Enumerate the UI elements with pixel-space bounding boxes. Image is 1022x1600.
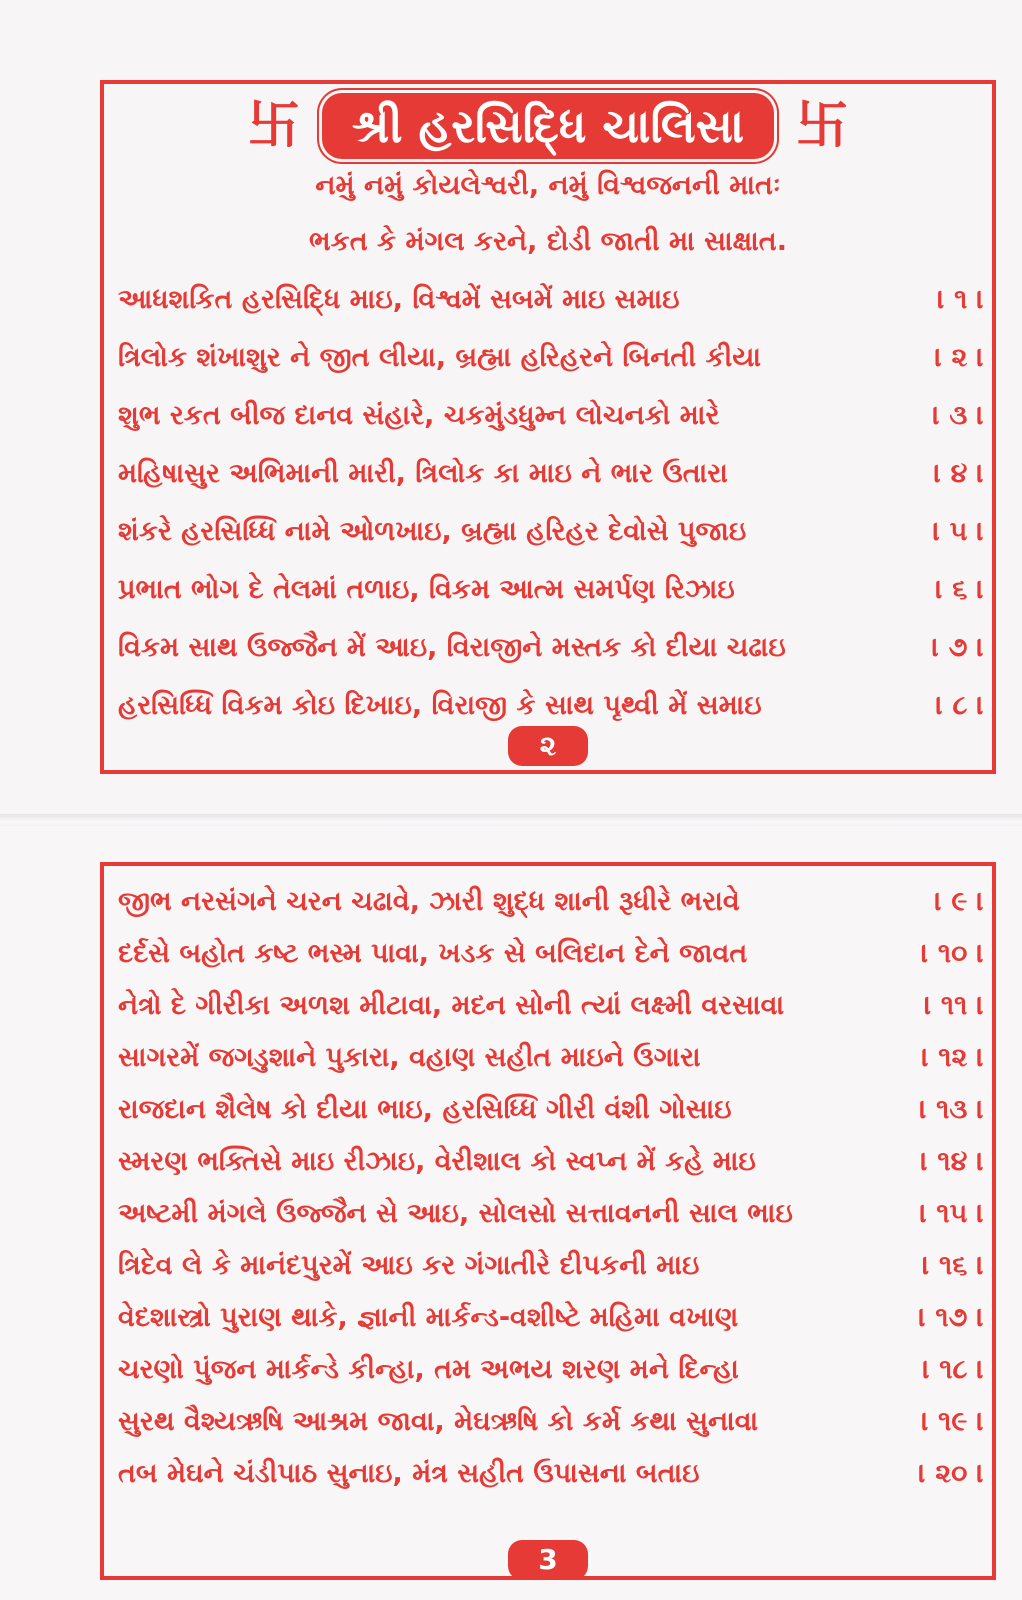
verse-text: તબ મેઘને ચંડીપાઠ સુનાઇ, મંત્ર સહીત ઉપાસના બતાઇ	[118, 1458, 700, 1489]
verse-text: ત્રિલોક શંખાશુર ને જીત લીયા, બ્રહ્મા હરિહરને બિનતી કીયા	[118, 342, 761, 373]
verse-number: । ૧૫ ।	[919, 1198, 984, 1229]
verse-number: । ૧૩ ।	[919, 1094, 984, 1125]
verse-number: । ૧૭ ।	[918, 1302, 984, 1333]
verse-text: રાજદાન શૈલેષ કો દીયા ભાઇ, હરસિધ્ધિ ગીરી વંશી ગોસાઇ	[118, 1094, 732, 1125]
verse-number: । ૧૦ ।	[921, 938, 984, 969]
verse-number: । ૧૪ ।	[920, 1146, 984, 1177]
verse-text: ત્રિદેવ લે કે માનંદપુરમેં આઇ કર ગંગાતીરે દીપકની માઇ	[118, 1250, 700, 1281]
page-number-badge: ૨	[508, 726, 588, 766]
verse-number: । ૬ ।	[935, 574, 984, 605]
top-page-frame	[100, 80, 996, 774]
verse-number: । ૧૨ ।	[921, 1042, 984, 1073]
verse-number: । ૧૯ ।	[921, 1406, 984, 1437]
verse-text: આધશકિત હરસિદ્ધિ માઇ, વિશ્વમેં સબમેં માઇ સમાઇ	[118, 284, 680, 315]
verse-text: સુરથ વૈશ્યઋષિ આશ્રમ જાવા, મેઘઋષિ કો કર્મ કથા સુનાવા	[118, 1406, 759, 1437]
title-row	[104, 90, 992, 162]
verse-number: । ૧૧ ।	[924, 990, 984, 1021]
page-number-badge: 3	[508, 1540, 588, 1580]
verse-line	[118, 886, 984, 918]
verse-text: પ્રભાત ભોગ દે તેલમાં તળાઇ, વિકમ આત્મ સમર્પણ રિઝાઇ	[118, 574, 735, 605]
verse-line	[118, 1458, 984, 1490]
verse-number: । ૧૮ ।	[922, 1354, 984, 1385]
bottom-page-frame	[100, 862, 996, 1580]
opening-couplet-line-1: નમું નમું કોયલેશ્વરી, નમું વિશ્વજનની માતઃ	[315, 170, 781, 201]
verse-line	[118, 1146, 984, 1178]
verse-line	[118, 1406, 984, 1438]
verse-text: અષ્ટમી મંગલે ઉજ્જૈન સે આઇ, સોલસો સત્તાવનની સાલ ભાઇ	[118, 1198, 793, 1229]
verse-text: હરસિધ્ધિ વિકમ કોઇ દિખાઇ, વિરાજી કે સાથ પૃથ્વી મેં સમાઇ	[118, 690, 762, 721]
verse-number: । ૮ ।	[935, 690, 984, 721]
verse-text: સ્મરણ ભક્તિસે માઇ રીઝાઇ, વેરીશાલ કો સ્વપ્ન મેં કહે માઇ	[118, 1146, 756, 1177]
verse-line	[118, 284, 984, 316]
verse-line	[118, 574, 984, 606]
page-title: શ્રી હરસિદ્ધિ ચાલિસા	[322, 93, 774, 159]
verse-text: નેત્રો દે ગીરીકા અળશ મીટાવા, મદન સોની ત્યાં લક્ષ્મી વરસાવા	[118, 990, 785, 1021]
verse-line	[118, 516, 984, 548]
verse-text: વિકમ સાથ ઉજ્જૈન મેં આઇ, વિરાજીને મસ્તક કો દીયા ચઢાઇ	[118, 632, 786, 663]
verse-number: । ૫ ।	[933, 516, 984, 547]
verse-line	[118, 938, 984, 970]
verse-text: ચરણો પુંજન માર્કન્ડે કીન્હા, તમ અભય શરણ મને દિન્હા	[118, 1354, 739, 1385]
verse-text: જીભ નરસંગને ચરન ચઢાવે, ઝારી શુદ્ધ શાની રૂધીરે ભરાવે	[118, 886, 740, 917]
verse-text: શુભ રકત બીજ દાનવ સંહારે, ચકમુંડધુમ્ન લોચનકો મારે	[118, 400, 720, 431]
verse-line	[118, 1198, 984, 1230]
verse-line	[118, 1042, 984, 1074]
verse-number: । ૩ ।	[932, 400, 984, 431]
verse-line	[118, 458, 984, 490]
verse-number: । ૨ ।	[934, 342, 984, 373]
verse-text: દર્દસે બહોત કષ્ટ ભસ્મ પાવા, ખડક સે બલિદાન દેને જાવત	[118, 938, 748, 969]
swastika-icon-left: 卐	[247, 96, 300, 156]
verse-line	[118, 990, 984, 1022]
verse-line	[118, 632, 984, 664]
verse-line	[118, 400, 984, 432]
verse-number: । ૧ ।	[937, 284, 984, 315]
verse-text: શંકરે હરસિધ્ધિ નામે ઓળખાઇ, બ્રહ્મા હરિહર દેવોસે પુજાઇ	[118, 516, 747, 547]
verse-line	[118, 1250, 984, 1282]
verse-line	[118, 342, 984, 374]
verse-line	[118, 1302, 984, 1334]
verse-number: । ૭ ।	[932, 632, 984, 663]
verse-text: મહિષાસુર અભિમાની મારી, ત્રિલોક કા માઇ ને ભાર ઉતારા	[118, 458, 728, 489]
verse-line	[118, 1094, 984, 1126]
verse-line	[118, 690, 984, 722]
verse-number: । ૧૬ ।	[922, 1250, 984, 1281]
verse-line	[118, 1354, 984, 1386]
verse-number: । ૨૦ ।	[918, 1458, 984, 1489]
verse-text: વેદશાસ્ત્રો પુરાણ થાકે, જ્ઞાની માર્કન્ડ-વશીષ્ટે મહિમા વખાણ	[118, 1302, 739, 1333]
swastika-icon-right: 卐	[796, 96, 849, 156]
verse-text: સાગરમેં જગડુશાને પુકારા, વહાણ સહીત માઇને ઉગારા	[118, 1042, 701, 1073]
opening-couplet-line-2: ભકત કે મંગલ કરને, દોડી જાતી મા સાક્ષાત.	[309, 226, 787, 257]
verse-number: । ૯ ।	[934, 886, 984, 917]
verse-number: । ૪ ।	[934, 458, 984, 489]
